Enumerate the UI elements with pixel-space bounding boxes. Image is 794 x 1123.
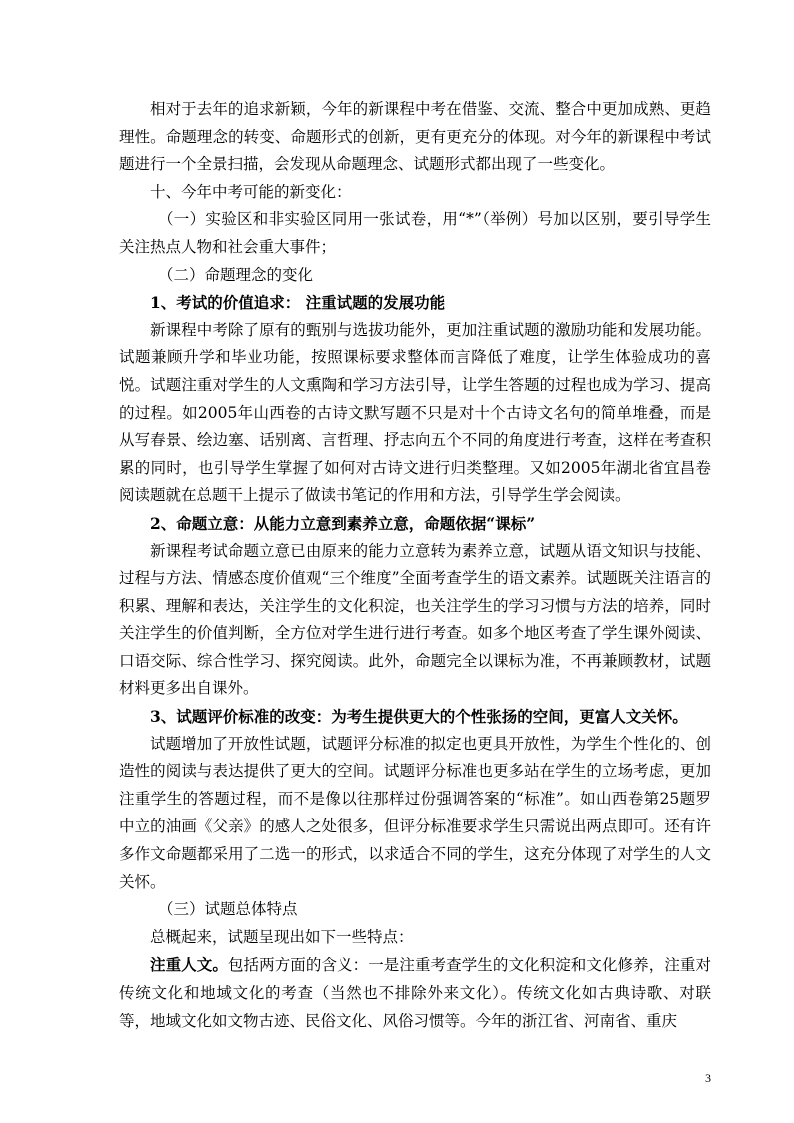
summary-intro: 总概起来，试题呈现出如下一些特点： — [150, 927, 414, 946]
point-three-heading: 3、试题评价标准的改变：为考生提供更大的个性张扬的空间，更富人文关怀。 — [150, 707, 688, 727]
point-one-heading: 1、考试的价值追求： 注重试题的发展功能 — [150, 293, 446, 313]
subsection-two-heading: （二）命题理念的变化 — [158, 265, 314, 284]
point-two-paragraph: 新课程考试命题立意已由原来的能力立意转为素养立意，试题从语文知识与技能、过程与方法、情感态度价值观“三个维度”全面考查学生的语文素养。试题既关注语言的积累、理解和表达，关注学生的文化积淀，也关注学生的学习习惯与方法的培养，同时关注学生的价值判断，全方位对学生进行进行考查。如多个地区考查了学生课外阅读、口语交际、综合性学习、探究阅读。此外，命题完全以课标为准，不再兼顾教材，试题材料更多出自课外。 — [119, 541, 711, 698]
point-two-heading: 2、命题立意：从能力立意到素养立意，命题依据“课标” — [150, 513, 536, 533]
intro-paragraph: 相对于去年的追求新颖，今年的新课程中考在借鉴、交流、整合中更加成熟、更趋理性。命题理念的转变、命题形式的创新，更有更充分的体现。对今年的新课程中考试题进行一个全景扫描，会发现从命题理念、试题形式都出现了一些变化。 — [119, 100, 711, 174]
humanities-text: 包括两方面的含义：一是注重考查学生的文化积淀和文化修养，注重对传统文化和地域文化的考查（当然也不排除外来文化）。传统文化如古典诗歌、对联等，地域文化如文物古迹、民俗文化、风俗习惯等。今年的浙江省、河南省、重庆 — [119, 956, 711, 1030]
subsection-three-heading: （三）试题总体特点 — [158, 900, 298, 919]
point-one-paragraph: 新课程中考除了原有的甄别与选拔功能外，更加注重试题的激励功能和发展功能。试题兼顾升学和毕业功能，按照课标要求整体而言降低了难度，让学生体验成功的喜悦。试题注重对学生的人文熏陶和学习方法引导，让学生答题的过程也成为学习、提高的过程。如2005年山西卷的古诗文默写题不只是对十个古诗文名句的简单堆叠，而是从写春景、绘边塞、话别离、言哲理、抒志向五个不同的角度进行考查，这样在考查积累的同时，也引导学生掌握了如何对古诗文进行归类整理。又如2005年湖北省宜昌卷阅读题就在总题干上提示了做读书笔记的作用和方法，引导学生学会阅读。 — [119, 320, 711, 505]
humanities-paragraph — [119, 951, 711, 1035]
point-three-paragraph: 试题增加了开放性试题，试题评分标准的拟定也更具开放性，为学生个性化的、创造性的阅读与表达提供了更大的空间。试题评分标准也更多站在学生的立场考虑，更加注重学生的答题过程，而不是像以往那样过份强调答案的“标准”。如山西卷第25题罗中立的油画《父亲》的感人之处很多，但评分标准要求学生只需说出两点即可。还有许多作文命题都采用了二选一的形式，以求适合不同的学生，这充分体现了对学生的人文关怀。 — [119, 734, 711, 891]
section-ten-heading: 十、今年中考可能的新变化： — [150, 182, 352, 201]
page-number: 3 — [705, 1071, 711, 1085]
document-body — [119, 96, 711, 1035]
humanities-lead: 注重人文。 — [150, 955, 228, 975]
subsection-one-paragraph: （一）实验区和非实验区同用一张试卷，用“*”（举例）号加以区别，要引导学生关注热点人物和社会重大事件； — [119, 210, 711, 256]
